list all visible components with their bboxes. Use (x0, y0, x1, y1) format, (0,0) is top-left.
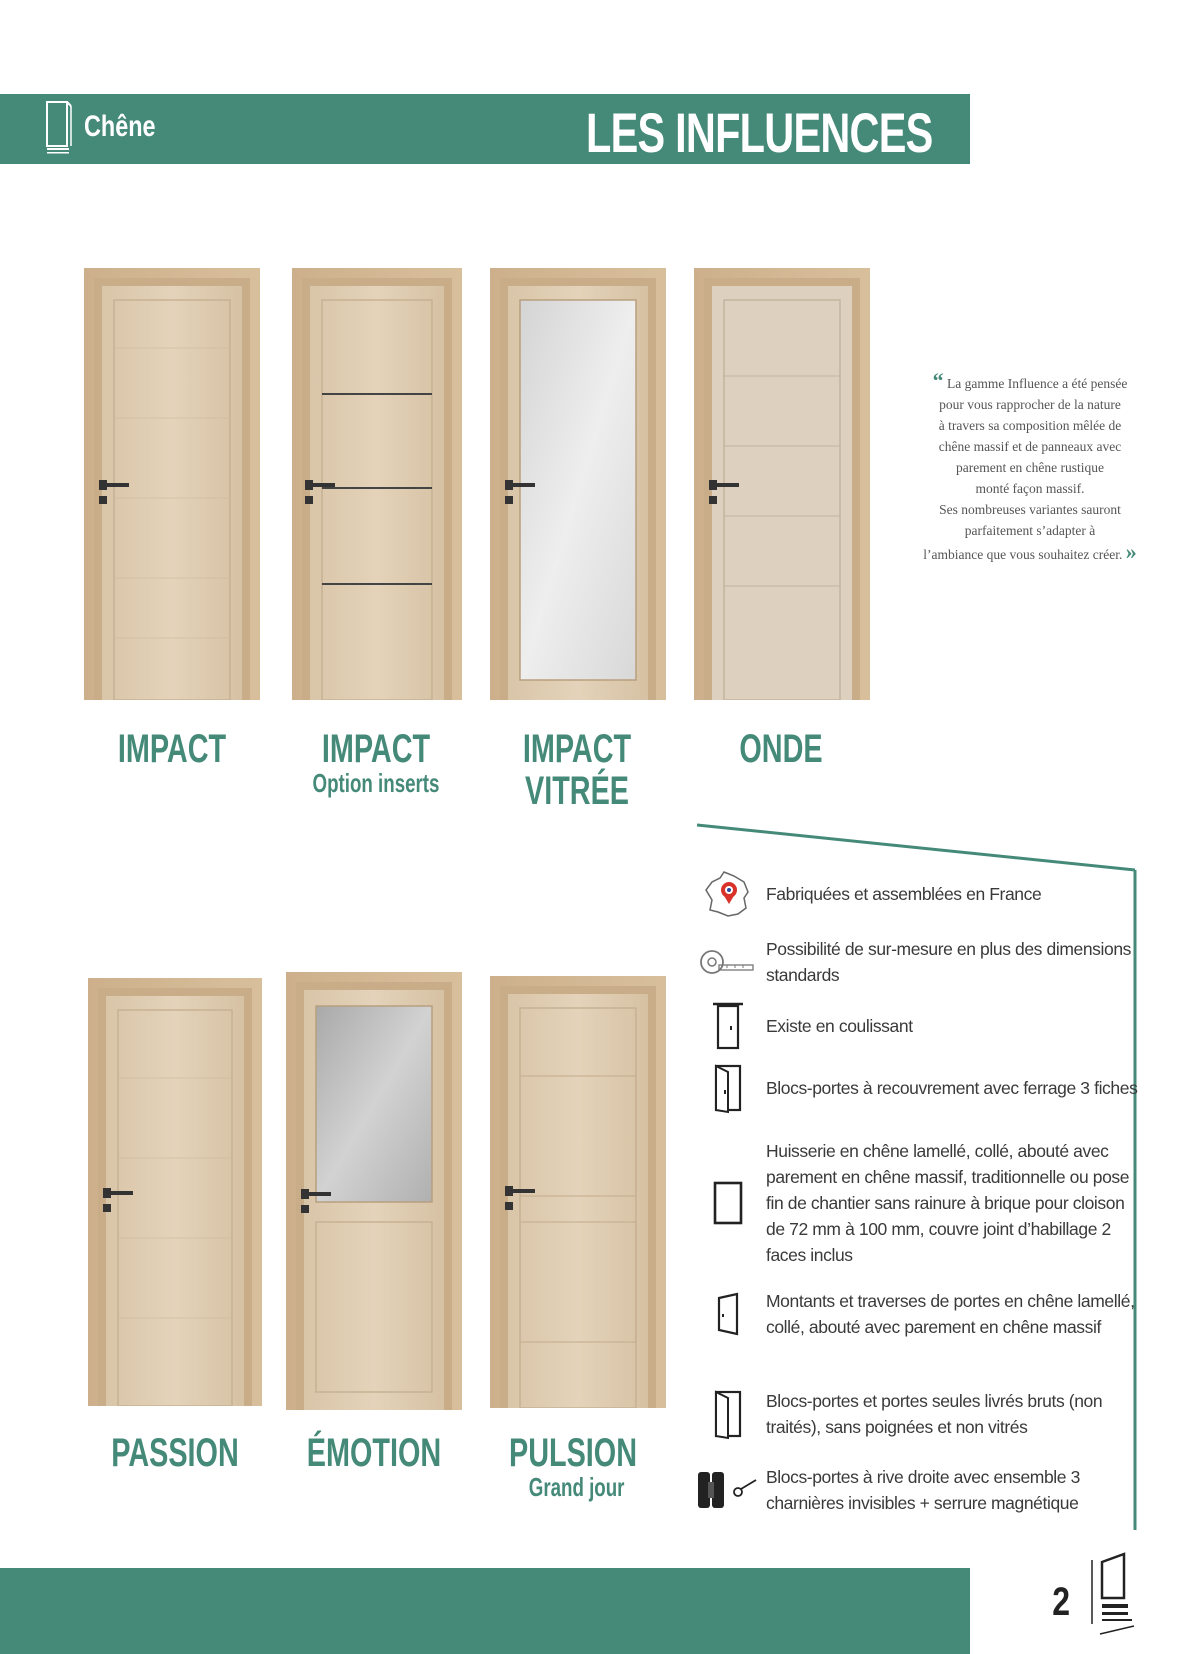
feature-text: Fabriquées et assemblées en France (766, 884, 1042, 904)
door-name-main: PULSION (508, 1431, 638, 1475)
footer-band (0, 1568, 970, 1654)
feature-text: Blocs-portes et portes seules livrés bruts (non traités), sans poignées et non vitrés (766, 1391, 1103, 1437)
door-image-pulsion (490, 976, 666, 1408)
open-door-icon (712, 1388, 744, 1440)
page-number: 2 (1052, 1580, 1071, 1624)
door-name-sub: VITRÉE (524, 769, 630, 813)
door-image-emotion (286, 972, 462, 1410)
category-label: Chêne (84, 110, 156, 143)
quote-line: parfaitement s’adapter à (964, 523, 1096, 538)
feature-item (696, 1388, 1146, 1440)
feature-text: Huisserie en chêne lamellé, collé, abouté avec parement en chêne massif, traditionnelle ou pose fin de chantier sans rainure à brique pour cloison de 72 mm à 100 mm, couvre joint d’habillage 2 faces inclus (766, 1141, 1130, 1265)
feature-item (696, 1002, 1146, 1050)
door-name-main: IMPACT (117, 727, 227, 771)
quote-line: chêne massif et de panneaux avec (938, 439, 1122, 454)
quote-line: l’ambiance que vous souhaitez créer. (923, 547, 1123, 562)
quote-open-mark: “ (932, 368, 944, 393)
door-block-icon (712, 1062, 744, 1114)
door-image-impact-inserts (292, 268, 462, 700)
feature-text: Montants et traverses de portes en chêne lamellé, collé, abouté avec parement en chêne massif (766, 1291, 1135, 1337)
quote-line: La gamme Influence a été pensée (947, 376, 1128, 391)
feature-item (696, 1288, 1146, 1340)
door-name-emotion (274, 1432, 474, 1474)
quote-close-mark: » (1125, 539, 1137, 564)
feature-item (696, 1062, 1146, 1114)
tape-measure-icon (699, 945, 757, 979)
door-image-impact-vitree (490, 268, 666, 700)
feature-text: Blocs-portes à rive droite avec ensemble 3 charnières invisibles + serrure magnétique (766, 1467, 1080, 1513)
feature-item (696, 1464, 1146, 1516)
door-name-impact (72, 728, 272, 770)
door-name-main: ONDE (739, 727, 823, 771)
feature-item (696, 1138, 1146, 1268)
door-leaf-icon (713, 1290, 743, 1338)
page-title: LES INFLUENCES (586, 101, 933, 164)
brand-logo-icon (44, 100, 74, 158)
door-name-passion (75, 1432, 275, 1474)
door-image-passion (88, 978, 262, 1406)
quote-line: monté façon massif. (975, 481, 1085, 496)
feature-item (696, 936, 1146, 988)
france-map-icon (702, 868, 754, 920)
quote-line: à travers sa composition mêlée de (938, 418, 1122, 433)
hinge-key-icon (696, 1468, 760, 1512)
sliding-door-icon (713, 1002, 743, 1050)
range-quote (890, 370, 1170, 565)
brand-logo-icon (1090, 1550, 1140, 1642)
door-name-onde (681, 728, 881, 770)
door-image-onde (694, 268, 870, 700)
door-name-sub: Grand jour (528, 1472, 625, 1502)
feature-item (696, 868, 1146, 920)
door-name-sub: Option inserts (312, 768, 440, 798)
door-name-main: ÉMOTION (306, 1431, 442, 1475)
door-name-impact-inserts (276, 728, 476, 797)
door-image-impact (84, 268, 260, 700)
door-frame-icon (711, 1179, 745, 1227)
header-band (0, 94, 970, 164)
quote-line: parement en chêne rustique (955, 460, 1105, 475)
feature-text: Blocs-portes à recouvrement avec ferrage 3 fiches (766, 1078, 1138, 1098)
door-name-pulsion (473, 1432, 673, 1501)
quote-line: pour vous rapprocher de la nature (939, 397, 1121, 412)
door-name-main: PASSION (111, 1431, 239, 1475)
feature-text: Existe en coulissant (766, 1016, 913, 1036)
quote-line: Ses nombreuses variantes sauront (939, 502, 1121, 517)
door-name-main: IMPACT (522, 727, 632, 771)
door-name-main: IMPACT (321, 727, 431, 771)
feature-text: Possibilité de sur-mesure en plus des dimensions standards (766, 939, 1132, 985)
door-name-impact-vitree (477, 728, 677, 812)
